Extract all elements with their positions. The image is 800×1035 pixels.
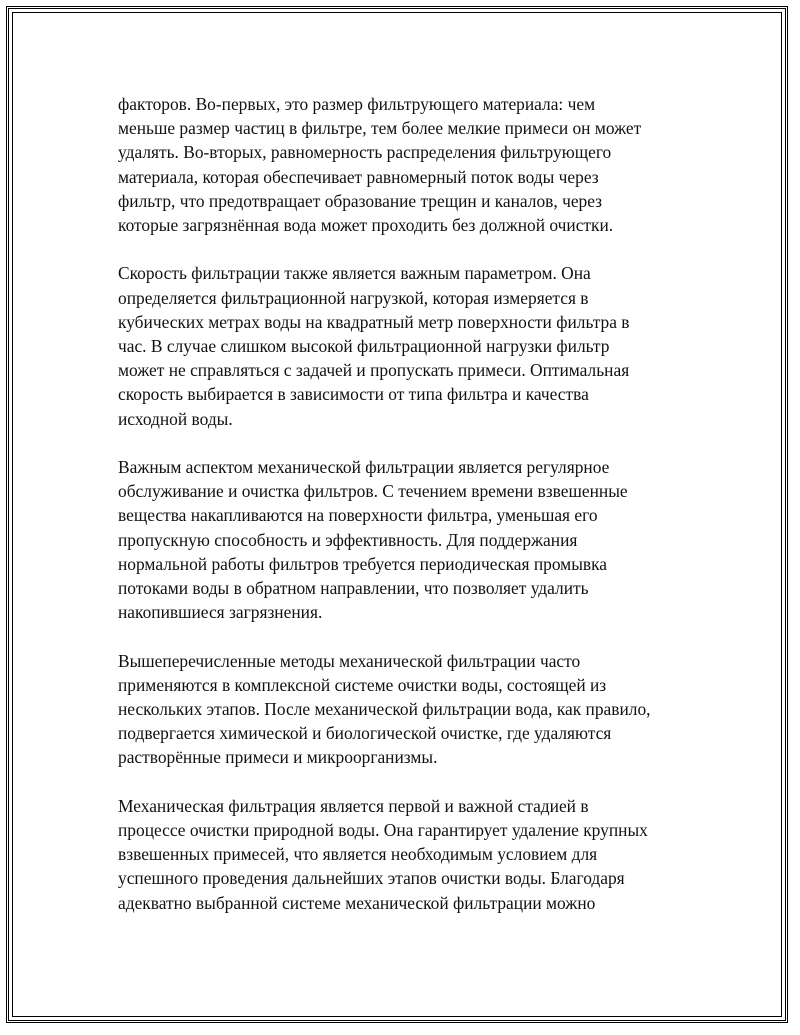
text-line: материала, которая обеспечивает равномерный поток воды через (118, 166, 599, 187)
paragraph-filter-factors (118, 92, 718, 237)
document-body (118, 92, 718, 939)
text-line: растворённые примеси и микроорганизмы. (118, 747, 438, 768)
text-line: нормальной работы фильтров требуется периодическая промывка (118, 553, 607, 574)
text-line: подвергается химической и биологической очистке, где удаляются (118, 723, 612, 744)
text-line: адекватно выбранной системе механической фильтрации можно (118, 892, 596, 913)
text-line: успешного проведения дальнейших этапов очистки воды. Благодаря (118, 868, 625, 889)
text-line: определяется фильтрационной нагрузкой, которая измеряется в (118, 287, 589, 308)
text-line: процессе очистки природной воды. Она гарантирует удаление крупных (118, 820, 648, 841)
paragraph-complex-system (118, 649, 718, 770)
text-line: исходной воды. (118, 408, 233, 429)
text-line: Механическая фильтрация является первой и важной стадией в (118, 795, 589, 816)
text-line: час. В случае слишком высокой фильтрационной нагрузки фильтр (118, 336, 610, 357)
text-line: применяются в комплексной системе очистки воды, состоящей из (118, 674, 607, 695)
text-line: Скорость фильтрации также является важным параметром. Она (118, 263, 591, 284)
text-line: вещества накапливаются на поверхности фильтра, уменьшая его (118, 505, 598, 526)
text-line: кубических метрах воды на квадратный метр поверхности фильтра в (118, 311, 630, 332)
text-line: может не справляться с задачей и пропускать примеси. Оптимальная (118, 360, 630, 381)
text-line: удалять. Во-вторых, равномерность распределения фильтрующего (118, 142, 612, 163)
text-line: взвешенных примесей, что является необходимым условием для (118, 844, 598, 865)
paragraph-first-stage (118, 794, 718, 915)
text-line: фильтр, что предотвращает образование трещин и каналов, через (118, 190, 603, 211)
text-line: Вышеперечисленные методы механической фильтрации часто (118, 650, 581, 671)
text-line: факторов. Во-первых, это размер фильтрующего материала: чем (118, 94, 596, 114)
text-line: накопившиеся загрязнения. (118, 602, 323, 623)
text-line: потоками воды в обратном направлении, что позволяет удалить (118, 578, 589, 599)
text-line: меньше размер частиц в фильтре, тем более мелкие примеси он может (118, 118, 642, 139)
text-line: скорость выбирается в зависимости от типа фильтра и качества (118, 384, 589, 405)
paragraph-filter-maintenance (118, 455, 718, 624)
text-line: Важным аспектом механической фильтрации является регулярное (118, 457, 610, 478)
paragraph-filtration-speed (118, 261, 718, 430)
text-line: обслуживание и очистка фильтров. С течением времени взвешенные (118, 481, 628, 502)
text-line: которые загрязнённая вода может проходить без должной очистки. (118, 215, 614, 236)
text-line: нескольких этапов. После механической фильтрации вода, как правило, (118, 699, 651, 720)
text-line: пропускную способность и эффективность. Для поддержания (118, 529, 578, 550)
